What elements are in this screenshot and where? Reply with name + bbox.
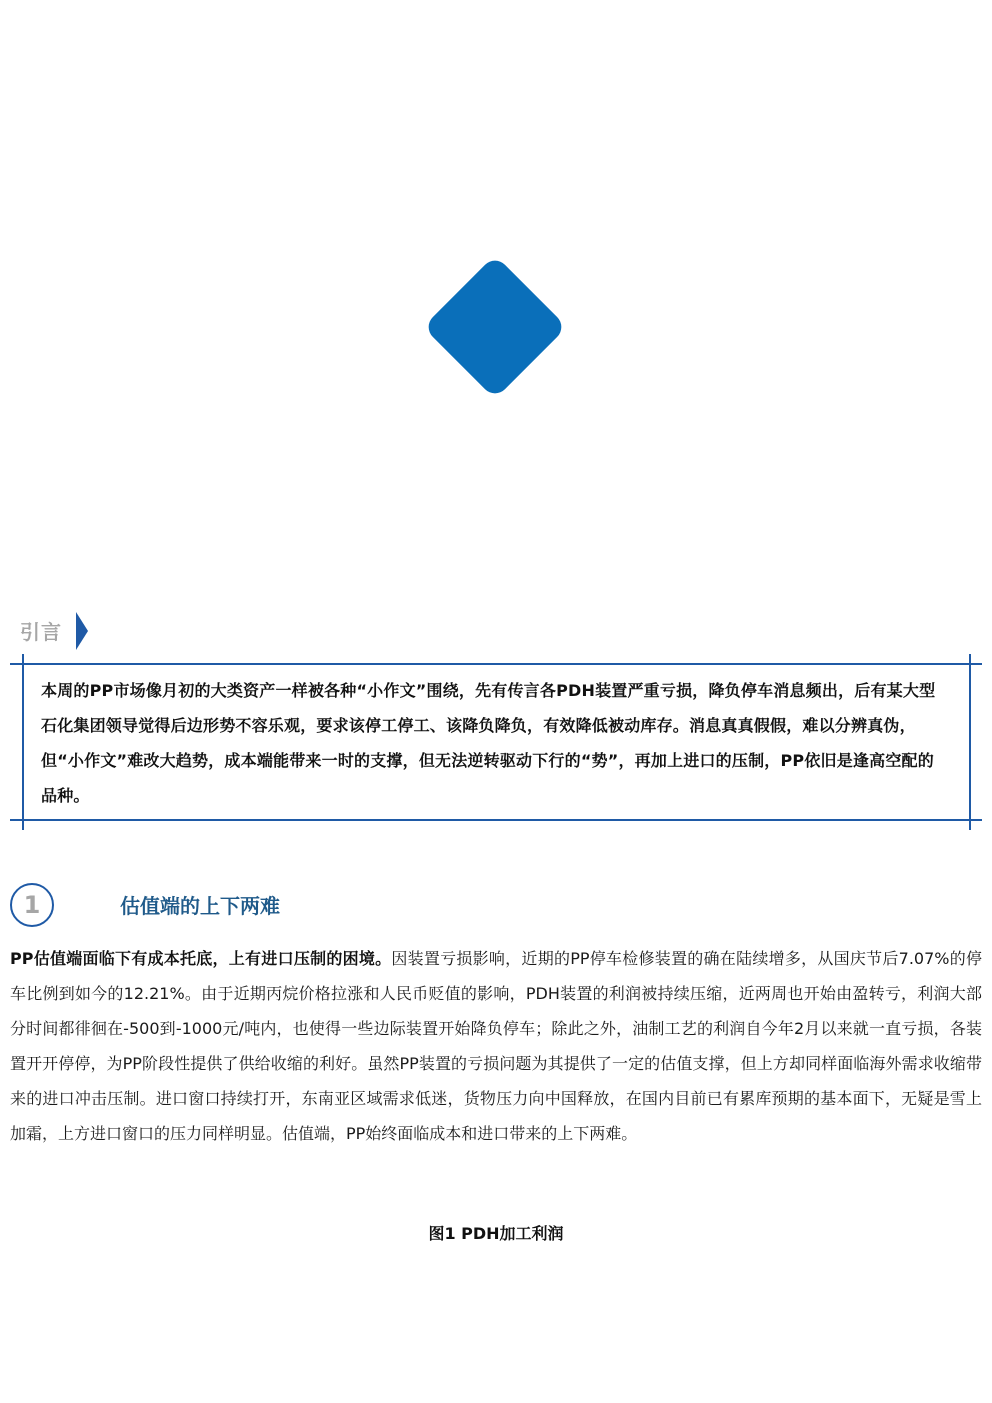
chevron-right-icon bbox=[76, 612, 88, 650]
intro-text: 本周的PP市场像月初的大类资产一样被各种“小作文”围绕，先有传言各PDH装置严重亏损，降负停车消息频出，后有某大型石化集团领导觉得后边形势不容乐观，要求该停工停工、该降负降负，有效降低被动库存。消息真真假假，难以分辨真伪，但“小作文”难改大趋势，成本端能带来一时的支撑，但无法逆转驱动下行的“势”，再加上进口的压制，PP依旧是逢高空配的品种。 bbox=[41, 681, 936, 805]
section-body bbox=[10, 941, 982, 1151]
figure-caption: 图1 PDH加工利润 bbox=[428, 1224, 564, 1243]
logo-diamond bbox=[423, 255, 567, 399]
section-lead: PP估值端面临下有成本托底，上有进口压制的困境。 bbox=[10, 949, 392, 968]
section-title: 估值端的上下两难 bbox=[120, 894, 280, 918]
intro-left-rule bbox=[22, 654, 24, 830]
intro-bottom-rule bbox=[10, 819, 982, 821]
intro-right-rule bbox=[969, 654, 971, 830]
intro-top-rule bbox=[10, 663, 982, 665]
section-body-text: 因装置亏损影响，近期的PP停车检修装置的确在陆续增多，从国庆节后7.07%的停车比例到如今的12.21%。由于近期丙烷价格拉涨和人民币贬值的影响，PDH装置的利润被持续压缩，近两周也开始由盈转亏，利润大部分时间都徘徊在-500到-1000元/吨内，也使得一些边际装置开始降负停车；除此之外，油制工艺的利润自今年2月以来就一直亏损，各装置开开停停，为PP阶段性提供了供给收缩的利好。虽然PP装置的亏损问题为其提供了一定的估值支撑，但上方却同样面临海外需求收缩带来的进口冲击压制。进口窗口持续打开，东南亚区域需求低迷，货物压力向中国释放，在国内目前已有累库预期的基本面下，无疑是雪上加霜，上方进口窗口的压力同样明显。估值端，PP始终面临成本和进口带来的上下两难。 bbox=[10, 949, 982, 1143]
intro-label: 引言 bbox=[20, 620, 62, 644]
section-number-badge: 1 bbox=[10, 883, 54, 927]
